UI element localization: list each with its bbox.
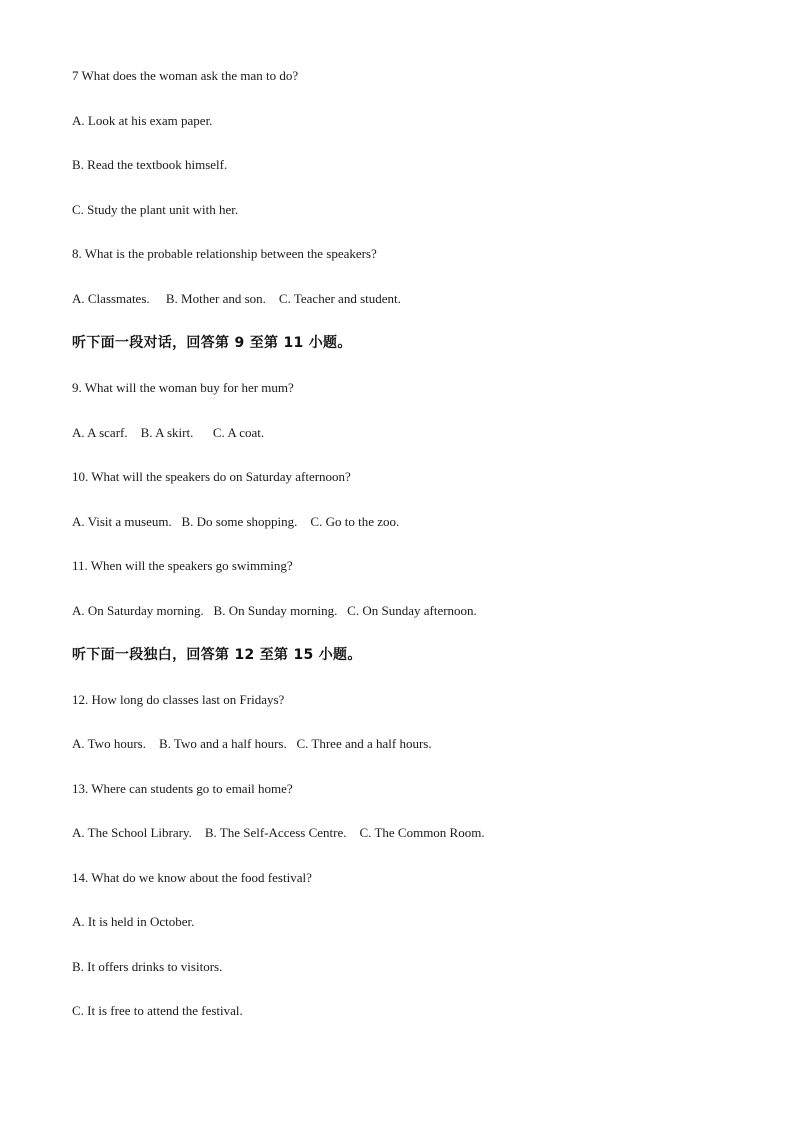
question-9-option-a: A. A scarf. — [72, 425, 128, 440]
question-13-options — [72, 825, 485, 841]
question-9-option-c: C. A coat. — [212, 425, 265, 440]
question-11-option-a: A. On Saturday morning. — [72, 603, 204, 618]
question-10-option-b: B. Do some shopping. — [181, 514, 298, 529]
question-7-option-a: A. Look at his exam paper. — [72, 113, 213, 128]
question-14-option-a: A. It is held in October. — [72, 914, 195, 929]
question-9-stem: 9. What will the woman buy for her mum? — [72, 380, 294, 395]
question-8-option-a: A. Classmates. — [72, 291, 150, 306]
section-heading-9-11: 听下面一段对话，回答第 9 至第 11 小题。 — [72, 335, 352, 351]
question-12-option-c: C. Three and a half hours. — [296, 736, 432, 751]
question-8-stem: 8. What is the probable relationship between the speakers? — [72, 246, 377, 261]
question-7-option-b: B. Read the textbook himself. — [72, 157, 228, 172]
question-8-option-c: C. Teacher and student. — [278, 291, 401, 306]
question-12-option-b: B. Two and a half hours. — [158, 736, 287, 751]
question-10-option-a: A. Visit a museum. — [72, 514, 172, 529]
question-8-option-b: B. Mother and son. — [165, 291, 266, 306]
question-14-option-b: B. It offers drinks to visitors. — [72, 959, 223, 974]
question-11-option-c: C. On Sunday afternoon. — [347, 603, 477, 618]
question-10-stem: 10. What will the speakers do on Saturday afternoon? — [72, 469, 351, 484]
question-10-options — [72, 514, 399, 530]
question-12-options — [72, 736, 432, 752]
question-11-option-b: B. On Sunday morning. — [213, 603, 338, 618]
question-12-option-a: A. Two hours. — [72, 736, 146, 751]
question-13-stem: 13. Where can students go to email home? — [72, 781, 293, 796]
question-14-stem: 14. What do we know about the food festival? — [72, 870, 312, 885]
question-9-option-b: B. A skirt. — [140, 425, 194, 440]
question-10-option-c: C. Go to the zoo. — [310, 514, 400, 529]
question-13-option-a: A. The School Library. — [72, 825, 192, 840]
question-8-options — [72, 291, 401, 307]
question-14-option-c: C. It is free to attend the festival. — [72, 1003, 243, 1018]
question-12-stem: 12. How long do classes last on Fridays? — [72, 692, 285, 707]
question-9-options — [72, 425, 264, 441]
question-13-option-b: B. The Self-Access Centre. — [204, 825, 347, 840]
section-heading-12-15: 听下面一段独白，回答第 12 至第 15 小题。 — [72, 647, 362, 663]
question-7-stem: 7 What does the woman ask the man to do? — [72, 68, 299, 83]
question-11-stem: 11. When will the speakers go swimming? — [72, 558, 293, 573]
question-7-option-c: C. Study the plant unit with her. — [72, 202, 239, 217]
question-13-option-c: C. The Common Room. — [359, 825, 485, 840]
question-11-options — [72, 603, 477, 619]
